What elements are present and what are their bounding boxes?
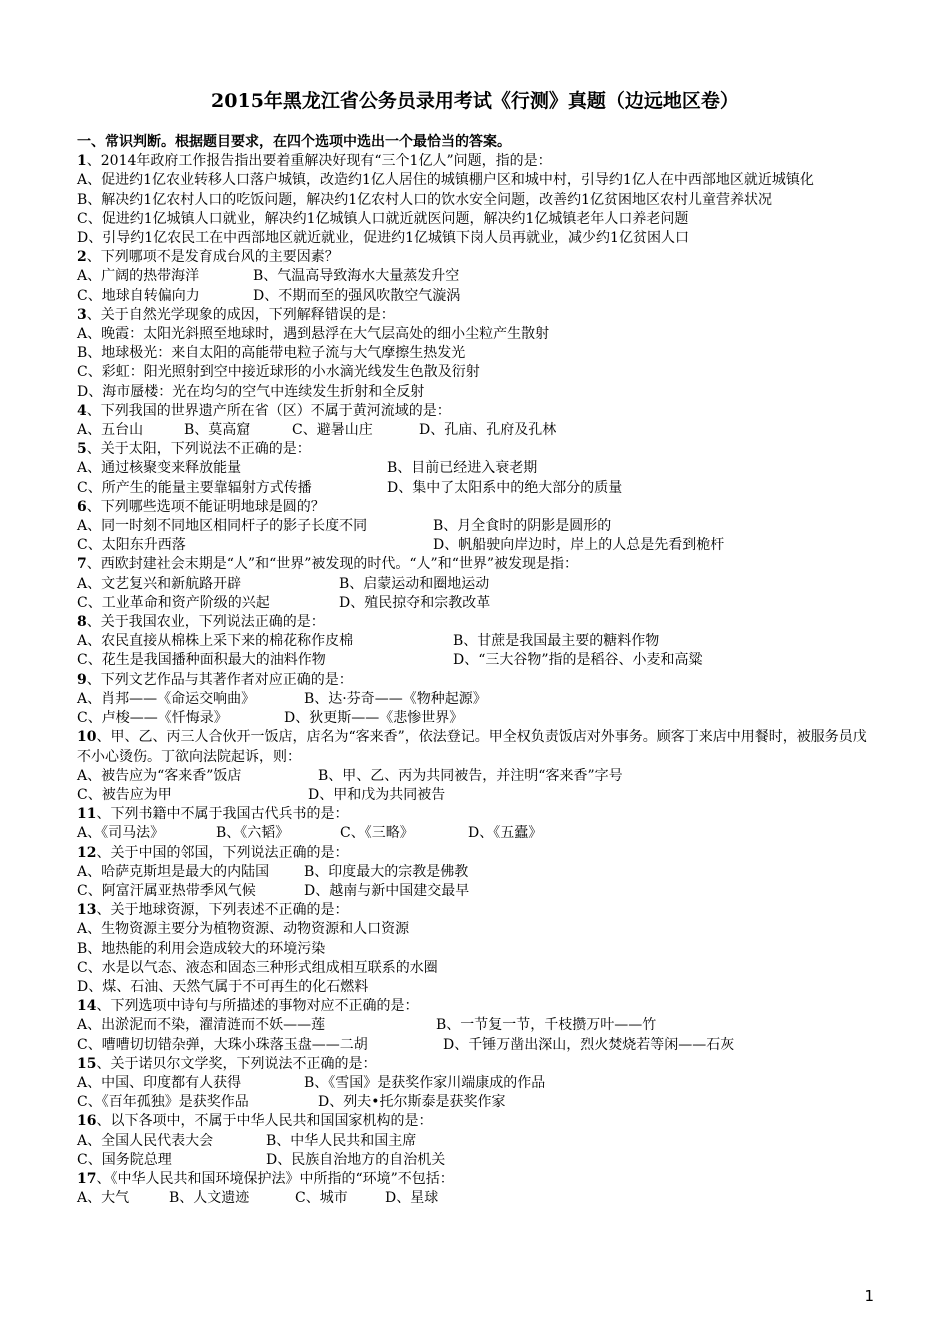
question-stem [77, 248, 877, 267]
question-number: 4 [77, 402, 87, 419]
question-number: 7 [77, 556, 87, 573]
option-d: D、《五蠹》 [468, 825, 543, 842]
question-number: 11 [77, 806, 97, 823]
option-d: D、民族自治地方的自治机关 [266, 1151, 446, 1168]
option-a: A、同一时刻不同地区相同杆子的影子长度不同 [77, 518, 368, 535]
question-text: 、《中华人民共和国环境保护法》中所指的“环境”不包括： [96, 1170, 454, 1187]
option-a: A、广阔的热带海洋 [77, 268, 200, 285]
option-row [77, 824, 877, 843]
question-stem [77, 306, 877, 325]
question-stem [77, 997, 877, 1016]
option-row [77, 267, 877, 286]
option-c: C、国务院总理 [77, 1151, 172, 1168]
option-row [77, 786, 877, 805]
question-number: 14 [77, 998, 97, 1015]
option-a: A、被告应为“客来香”饭店 [77, 767, 242, 784]
question-number: 12 [77, 844, 97, 861]
option-b: B、印度最大的宗教是佛教 [304, 863, 469, 880]
option-row [77, 767, 877, 786]
question-list [77, 133, 877, 1208]
option-row [77, 863, 877, 882]
option-a: A、五台山 [77, 422, 144, 439]
question-stem [77, 440, 877, 459]
question-number: 1 [77, 153, 87, 170]
document-title: 2015年黑龙江省公务员录用考试《行测》真题（边远地区卷） [211, 90, 739, 112]
question-stem [77, 1055, 877, 1074]
option-b: B、启蒙运动和圈地运动 [339, 575, 490, 592]
option-b: B、气温高导致海水大量蒸发升空 [253, 268, 460, 285]
question-number: 6 [77, 498, 87, 515]
question-number: 13 [77, 902, 97, 919]
question-number: 17 [77, 1170, 97, 1187]
option-b: B、甲、乙、丙为共同被告，并注明“客来香”字号 [318, 767, 623, 784]
option-row [77, 1132, 877, 1151]
option-row [77, 1016, 877, 1035]
option-b: B、《雪国》是获奖作家川端康成的作品 [304, 1074, 546, 1091]
option-d: D、千锤万凿出深山，烈火焚烧若等闲——石灰 [443, 1036, 735, 1053]
option-row [77, 690, 877, 709]
option-a: A、晚霞：太阳光斜照至地球时，遇到悬浮在大气层高处的细小尘粒产生散射 [77, 326, 550, 343]
question-text: 、下列哪项不是发育成台风的主要因素？ [86, 249, 339, 266]
option-d: D、越南与新中国建交最早 [304, 882, 470, 899]
option-a: A、促进约1亿农业转移人口落户城镇，改造约1亿人居住的城镇棚户区和城中村，引导约1亿人在中西部地区就近城镇化 [77, 172, 814, 189]
option-d: D、帆船驶向岸边时，岸上的人总是先看到桅杆 [433, 537, 725, 554]
option-a: A、通过核聚变来释放能量 [77, 460, 242, 477]
question-text: 、下列哪些选项不能证明地球是圆的？ [86, 498, 325, 515]
option-c: C、城市 [295, 1190, 348, 1207]
option-b: B、一节复一节，千枝攒万叶——竹 [436, 1017, 657, 1034]
option-d: D、星球 [385, 1190, 439, 1207]
option-b: B、解决约1亿农村人口的吃饭问题，解决约1亿农村人口的饮水安全问题，改善约1亿贫困地区农村儿童营养状况 [77, 191, 773, 208]
option-b: B、月全食时的阴影是圆形的 [433, 518, 612, 535]
option-b: B、地热能的利用会造成较大的环境污染 [77, 940, 326, 957]
option-b: B、地球极光：来自太阳的高能带电粒子流与大气摩擦生热发光 [77, 345, 466, 362]
option-row [77, 1151, 877, 1170]
question-text: 、关于诺贝尔文学奖，下列说法不正确的是： [96, 1055, 377, 1072]
question-text: 、以下各项中，不属于中华人民共和国国家机构的是： [96, 1113, 433, 1130]
question-number: 15 [77, 1055, 97, 1072]
option-c: C、阿富汗属亚热带季风气候 [77, 882, 256, 899]
option-row [77, 709, 877, 728]
question-stem [77, 152, 877, 171]
option-a: A、哈萨克斯坦是最大的内陆国 [77, 863, 270, 880]
section-heading: 一、常识判断。根据题目要求，在四个选项中选出一个最恰当的答案。 [77, 134, 511, 150]
option-row [77, 536, 877, 555]
option-c: C、《百年孤独》是获奖作品 [77, 1094, 249, 1111]
option-a: A、全国人民代表大会 [77, 1132, 214, 1149]
option-a: A、中国、印度都有人获得 [77, 1074, 242, 1091]
question-stem [77, 901, 877, 920]
option-c: C、嘈嘈切切错杂弹，大珠小珠落玉盘——二胡 [77, 1036, 368, 1053]
question-stem [77, 805, 877, 824]
question-text: 、甲、乙、丙三人合伙开一饭店，店名为“客来香”，依法登记。甲全权负责饭店对外事务。顾客丁来店中用餐时，被服务员戊不小心烫伤。丁欲向法院起诉，则： [77, 729, 867, 765]
option-row [77, 1074, 877, 1093]
option-row [77, 575, 877, 594]
option-row [77, 594, 877, 613]
option-c: C、避暑山庄 [292, 422, 373, 439]
question-stem [77, 728, 877, 766]
option-a: A、肖邦——《命运交响曲》 [77, 690, 256, 707]
question-number: 9 [77, 671, 87, 688]
question-text: 、关于我国农业，下列说法正确的是： [86, 614, 325, 631]
option-d: D、殖民掠夺和宗教改革 [339, 594, 491, 611]
page-number: 1 [864, 1287, 874, 1305]
option-d: D、甲和戊为共同被告 [308, 786, 446, 803]
option-row [77, 1036, 877, 1055]
option-b: B、人文遗迹 [169, 1190, 250, 1207]
option-c: C、促进约1亿城镇人口就业，解决约1亿城镇人口就近就医问题，解决约1亿城镇老年人口养老问题 [77, 210, 689, 227]
question-text: 、下列文艺作品与其著作者对应正确的是： [86, 671, 353, 688]
option-row [77, 479, 877, 498]
option-c: C、工业革命和资产阶级的兴起 [77, 594, 270, 611]
option-a: A、出淤泥而不染，濯清涟而不妖——莲 [77, 1017, 326, 1034]
option-d: D、煤、石油、天然气属于不可再生的化石燃料 [77, 978, 369, 995]
option-d: D、引导约1亿农民工在中西部地区就近就业，促进约1亿城镇下岗人员再就业，减少约1亿贫困人口 [77, 230, 689, 247]
question-stem [77, 402, 877, 421]
option-row [77, 632, 877, 651]
question-stem [77, 498, 877, 517]
option-c: C、花生是我国播种面积最大的油料作物 [77, 652, 326, 669]
question-text: 、关于自然光学现象的成因，下列解释错误的是： [86, 306, 395, 323]
question-number: 8 [77, 614, 87, 631]
option-row [77, 1093, 877, 1112]
question-stem [77, 671, 877, 690]
option-c: C、被告应为甲 [77, 786, 172, 803]
option-c: C、卢梭——《忏悔录》 [77, 710, 228, 727]
option-row [77, 517, 877, 536]
option-b: B、甘蔗是我国最主要的糖料作物 [453, 633, 660, 650]
option-d: D、“三大谷物”指的是稻谷、小麦和高粱 [453, 652, 703, 669]
option-a: A、文艺复兴和新航路开辟 [77, 575, 242, 592]
question-text: 、2014年政府工作报告指出要着重解决好现有“三个1亿人”问题，指的是： [86, 153, 552, 170]
question-number: 2 [77, 249, 87, 266]
option-a: A、大气 [77, 1190, 130, 1207]
option-d: D、狄更斯——《悲惨世界》 [284, 710, 464, 727]
option-b: B、目前已经进入衰老期 [387, 460, 538, 477]
option-c: C、地球自转偏向力 [77, 287, 200, 304]
question-text: 、关于地球资源，下列表述不正确的是： [96, 902, 349, 919]
question-text: 、下列选项中诗句与所描述的事物对应不正确的是： [96, 998, 419, 1015]
question-text: 、下列我国的世界遗产所在省（区）不属于黄河流域的是： [86, 402, 451, 419]
option-b: B、中华人民共和国主席 [266, 1132, 417, 1149]
question-stem [77, 613, 877, 632]
option-c: C、所产生的能量主要靠辐射方式传播 [77, 479, 312, 496]
option-row [77, 287, 877, 306]
option-b: B、《六韬》 [216, 825, 290, 842]
question-text: 、关于中国的邻国，下列说法正确的是： [96, 844, 349, 861]
question-number: 10 [77, 729, 97, 746]
option-d: D、孔庙、孔府及孔林 [419, 422, 557, 439]
option-row [77, 421, 877, 440]
question-text: 、西欧封建社会末期是“人”和“世界”被发现的时代。“人”和“世界”被发现是指： [86, 556, 579, 573]
option-d: D、列夫•托尔斯泰是获奖作家 [318, 1094, 506, 1111]
option-row [77, 651, 877, 670]
question-stem [77, 1112, 877, 1131]
question-number: 5 [77, 441, 87, 458]
question-number: 3 [77, 306, 87, 323]
option-a: A、农民直接从棉株上采下来的棉花称作皮棉 [77, 633, 354, 650]
option-row [77, 1189, 877, 1208]
option-c: C、《三略》 [340, 825, 414, 842]
option-d: D、不期而至的强风吹散空气漩涡 [253, 287, 461, 304]
option-b: B、达·芬奇——《物种起源》 [304, 690, 487, 707]
question-text: 、关于太阳，下列说法不正确的是： [86, 441, 311, 458]
option-a: A、生物资源主要分为植物资源、动物资源和人口资源 [77, 921, 410, 938]
question-stem [77, 844, 877, 863]
question-number: 16 [77, 1113, 97, 1130]
option-row [77, 459, 877, 478]
question-stem [77, 555, 877, 574]
option-d: D、集中了太阳系中的绝大部分的质量 [387, 479, 623, 496]
option-row [77, 882, 877, 901]
option-d: D、海市蜃楼：光在均匀的空气中连续发生折射和全反射 [77, 383, 425, 400]
option-a: A、《司马法》 [77, 825, 165, 842]
option-c: C、太阳东升西落 [77, 537, 186, 554]
question-stem [77, 1170, 877, 1189]
option-b: B、莫高窟 [184, 422, 251, 439]
option-c: C、彩虹：阳光照射到空中接近球形的小水滴光线发生色散及衍射 [77, 364, 480, 381]
question-text: 、下列书籍中不属于我国古代兵书的是： [96, 806, 349, 823]
option-c: C、水是以气态、液态和固态三种形式组成相互联系的水圈 [77, 959, 438, 976]
